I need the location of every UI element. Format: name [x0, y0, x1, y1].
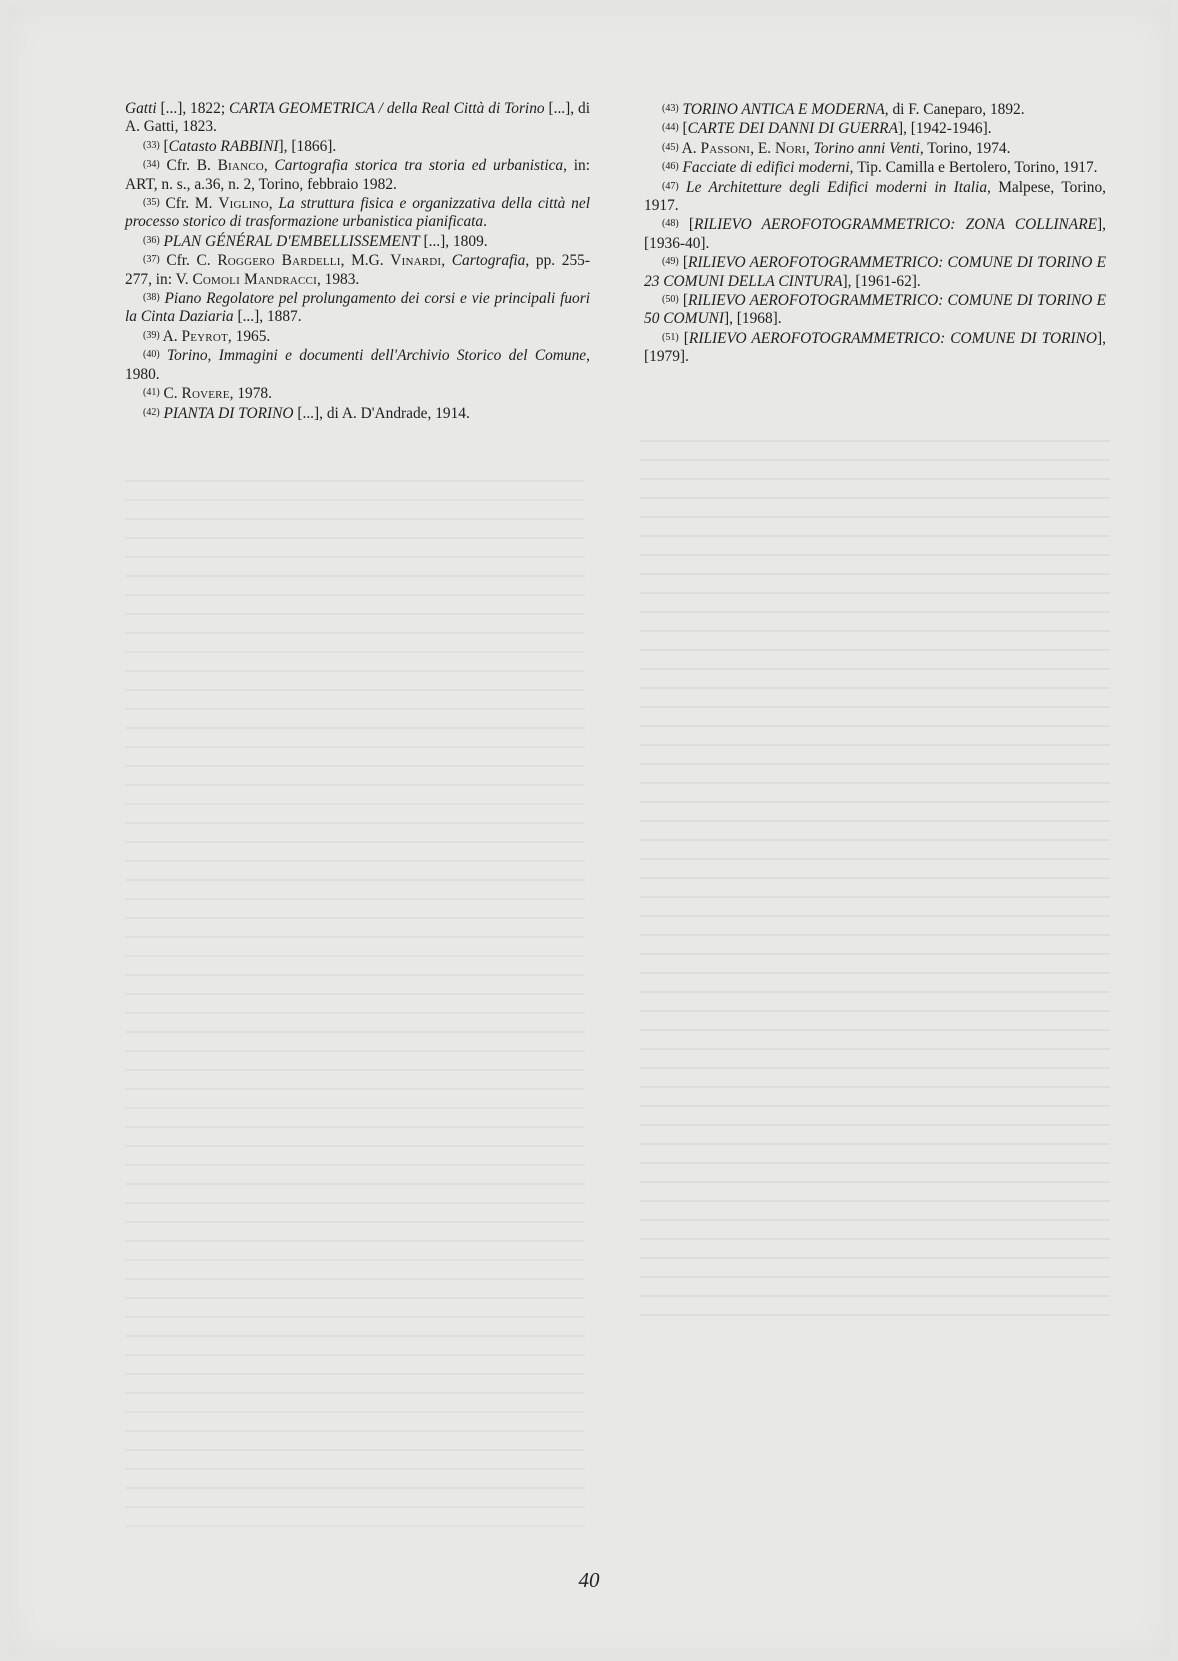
footnote-number: (43)	[662, 103, 679, 114]
footnote	[125, 251, 590, 289]
footnote-number: (38)	[143, 292, 160, 304]
footnote-number: (46)	[662, 161, 679, 173]
footnote-number: (48)	[662, 218, 679, 230]
footnote-text: Piano Regolatore pel prolungamento dei corsi e vie principali fuori la Cinta Daziaria [...], 1887.	[125, 290, 590, 326]
footnote-text: C. Rovere, 1978.	[163, 385, 272, 403]
footnote	[125, 327, 590, 346]
footnote-text: [RILIEVO AEROFOTOGRAMMETRICO: COMUNE DI TORINO E 50 COMUNI], [1968].	[644, 292, 1106, 328]
footnote	[644, 215, 1106, 253]
footnotes-right-column	[644, 100, 1106, 367]
footnote-number: (50)	[662, 294, 679, 306]
footnote-text: Facciate di edifici moderni, Tip. Camilla e Bertolero, Torino, 1917.	[682, 159, 1098, 177]
footnote-number: (33)	[143, 139, 160, 151]
footnote-text: PIANTA DI TORINO [...], di A. D'Andrade, 1914.	[163, 404, 470, 422]
footnote-text: [Catasto RABBINI], [1866].	[163, 137, 337, 155]
footnote	[125, 156, 590, 194]
footnotes-left-column	[125, 100, 590, 423]
footnote-number: (34)	[143, 159, 160, 171]
footnote-text: TORINO ANTICA E MODERNA, di F. Caneparo, 1892.	[682, 101, 1025, 118]
footnote	[125, 194, 590, 232]
footnote	[644, 291, 1106, 329]
footnote-text: A. Passoni, E. Nori, Torino anni Venti, Torino, 1974.	[681, 139, 1011, 157]
footnote	[644, 178, 1106, 216]
footnote-text: Le Architetture degli Edifici moderni in Italia, Malpese, Torino, 1917.	[644, 178, 1106, 215]
footnote-number: (42)	[143, 406, 160, 418]
page-number: 40	[578, 1568, 600, 1592]
footnote-number: (40)	[143, 349, 160, 361]
footnote-number: (44)	[662, 122, 679, 134]
footnote	[125, 384, 590, 403]
footnote	[125, 100, 590, 137]
footnote	[125, 346, 590, 384]
footnote	[644, 139, 1106, 158]
footnote-text: [RILIEVO AEROFOTOGRAMMETRICO: COMUNE DI TORINO], [1979].	[644, 329, 1106, 366]
footnote	[644, 100, 1106, 119]
footnote-number: (49)	[662, 256, 679, 268]
footnote-number: (39)	[143, 329, 160, 341]
footnote-number: (35)	[143, 197, 160, 209]
footnote-text: Torino, Immagini e documenti dell'Archivio Storico del Comune, 1980.	[125, 347, 590, 383]
footnote-text: Cfr. B. Bianco, Cartografia storica tra storia ed urbanistica, in: ART, n. s., a.36, n. 2, Torino, febbraio 1982.	[125, 157, 590, 193]
footnote	[644, 329, 1106, 367]
footnote-number: (36)	[143, 234, 160, 246]
footnote-text: PLAN GÉNÉRAL D'EMBELLISSEMENT [...], 1809.	[163, 232, 488, 250]
footnote	[125, 232, 590, 251]
footnote-number: (51)	[662, 331, 679, 343]
footnote	[125, 404, 590, 423]
footnote-text: [RILIEVO AEROFOTOGRAMMETRICO: ZONA COLLINARE], [1936-40].	[644, 216, 1106, 252]
footnote	[644, 119, 1106, 138]
footnote-text: [CARTE DEI DANNI DI GUERRA], [1942-1946].	[682, 120, 992, 138]
footnote-number: (37)	[143, 254, 160, 266]
footnote	[125, 137, 590, 156]
footnote-text: [RILIEVO AEROFOTOGRAMMETRICO: COMUNE DI TORINO E 23 COMUNI DELLA CINTURA], [1961-62].	[644, 254, 1106, 290]
footnote	[644, 158, 1106, 177]
footnote-text: Cfr. M. Viglino, La struttura fisica e organizzativa della città nel processo storico di trasformazione urbanistica pianificata.	[125, 195, 590, 231]
footnote-text: Gatti [...], 1822; CARTA GEOMETRICA / della Real Città di Torino [...], di A. Gatti, 1823.	[125, 100, 590, 136]
footnote-number: (41)	[143, 387, 160, 399]
footnote-number: (47)	[662, 180, 679, 192]
footnote	[644, 253, 1106, 291]
footnote-number: (45)	[662, 141, 679, 153]
footnote-text: Cfr. C. Roggero Bardelli, M.G. Vinardi, Cartografia, pp. 255-277, in: V. Comoli Mandracci, 1983.	[125, 252, 590, 288]
footnote-text: A. Peyrot, 1965.	[162, 327, 271, 345]
footnote	[125, 289, 590, 327]
